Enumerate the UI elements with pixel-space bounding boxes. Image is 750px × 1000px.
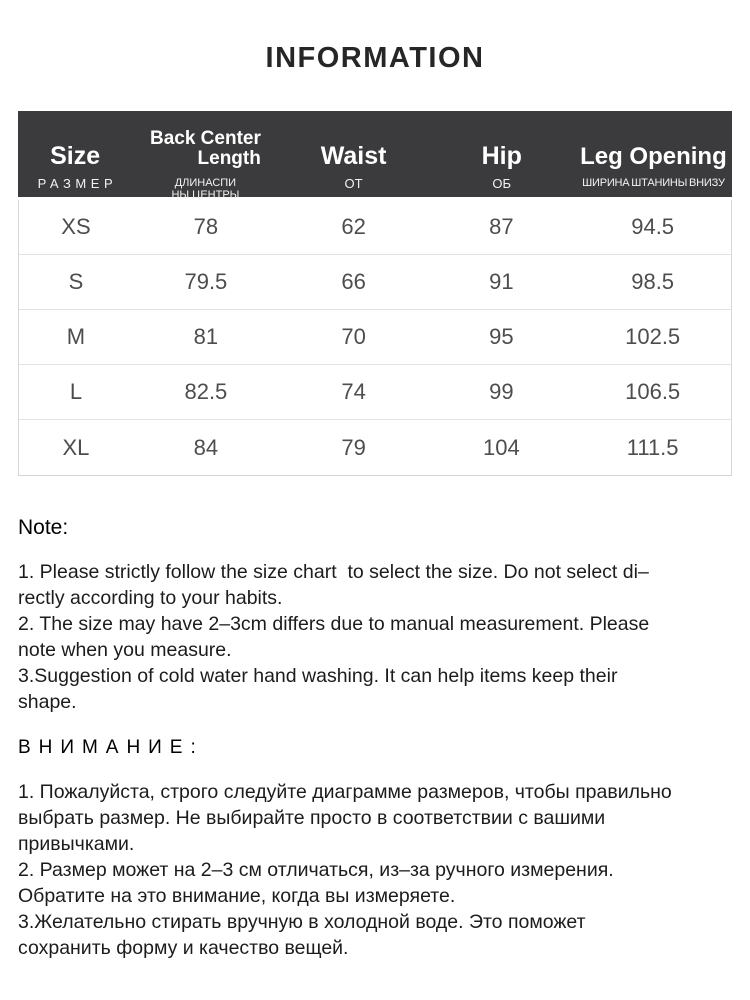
header-sublabel-size-ru: РАЗМЕР (37, 176, 118, 191)
cell-waist: 79 (341, 434, 366, 460)
page-title: INFORMATION (265, 42, 485, 74)
cell-back-center-length: 79.5 (184, 269, 228, 294)
note-line: привычками. (18, 833, 135, 855)
header-label-hip: Hip (481, 141, 522, 170)
note-line: rectly according to your habits. (18, 587, 283, 609)
cell-back-center-length: 78 (193, 214, 219, 239)
header-cell-hip (429, 111, 575, 201)
cell-hip: 91 (489, 269, 514, 294)
table-row-xs (19, 200, 731, 255)
note-line: shape. (18, 691, 77, 713)
note-line: 3.Желательно стирать вручную в холодной воде. Это поможет (18, 911, 586, 933)
header-cell-back-center-length (132, 111, 278, 201)
header-sublabel-back-center-length-ru: ДЛИНАСПИ НЫ ЦЕНТРЫ (171, 177, 240, 201)
note-text-en (18, 559, 732, 715)
notes-section (18, 516, 732, 961)
cell-waist: 74 (341, 379, 366, 404)
cell-hip: 99 (489, 379, 514, 404)
cell-leg-opening: 102.5 (625, 324, 681, 349)
note-line: Обратите на это внимание, когда вы измеряете. (18, 885, 456, 907)
cell-size: S (68, 269, 84, 294)
size-table-header (18, 111, 732, 201)
header-label-leg-opening: Leg Opening (580, 142, 727, 170)
note-heading-en: Note: (18, 516, 69, 539)
cell-hip: 87 (489, 214, 514, 239)
cell-back-center-length: 81 (193, 324, 219, 349)
note-line: сохранить форму и качество вещей. (18, 937, 349, 959)
cell-leg-opening: 111.5 (626, 434, 679, 460)
note-line: 2. The size may have 2–3cm differs due to manual measurement. Please (18, 613, 650, 635)
note-text-ru (18, 779, 732, 961)
header-label-back-center-length: Back Center Length (149, 128, 261, 169)
cell-waist: 66 (341, 269, 366, 294)
note-line: 1. Please strictly follow the size chart to select the size. Do not select di– (18, 561, 649, 583)
table-row-l (19, 365, 731, 420)
cell-size: M (66, 324, 86, 349)
header-cell-leg-opening (575, 111, 732, 201)
note-line: выбрать размер. Не выбирайте просто в соответствии с вашими (18, 807, 606, 829)
cell-size: XL (62, 434, 90, 460)
note-line: 2. Размер может на 2–3 см отличаться, из–за ручного измерения. (18, 859, 614, 881)
table-row-m (19, 310, 731, 365)
header-cell-waist (279, 111, 429, 201)
header-sublabel-waist-ru: ОТ (344, 176, 363, 191)
cell-hip: 95 (489, 324, 514, 349)
cell-leg-opening: 106.5 (625, 379, 681, 404)
note-heading-ru: ВНИМАНИЕ: (18, 737, 204, 758)
cell-back-center-length: 84 (193, 434, 219, 460)
cell-waist: 70 (341, 324, 366, 349)
note-line: note when you measure. (18, 639, 232, 661)
cell-leg-opening: 98.5 (631, 269, 675, 294)
header-cell-size (18, 111, 132, 201)
note-line: 1. Пожалуйста, строго следуйте диаграмме размеров, чтобы правильно (18, 781, 672, 803)
cell-hip: 104 (482, 434, 520, 460)
cell-back-center-length: 82.5 (184, 379, 228, 404)
cell-size: L (69, 379, 83, 404)
note-line: 3.Suggestion of cold water hand washing. It can help items keep their (18, 665, 618, 687)
cell-waist: 62 (341, 214, 366, 239)
table-row-xl (19, 420, 731, 475)
cell-size: XS (61, 214, 91, 239)
header-sublabel-hip-ru: ОБ (492, 176, 512, 191)
size-table (18, 111, 732, 476)
table-row-s (19, 255, 731, 310)
cell-leg-opening: 94.5 (631, 214, 675, 239)
header-label-waist: Waist (320, 141, 387, 170)
size-table-body (18, 200, 732, 476)
header-sublabel-leg-opening-ru: ШИРИНА ШТАНИНЫ ВНИЗУ (582, 177, 725, 189)
header-label-size: Size (50, 141, 101, 170)
